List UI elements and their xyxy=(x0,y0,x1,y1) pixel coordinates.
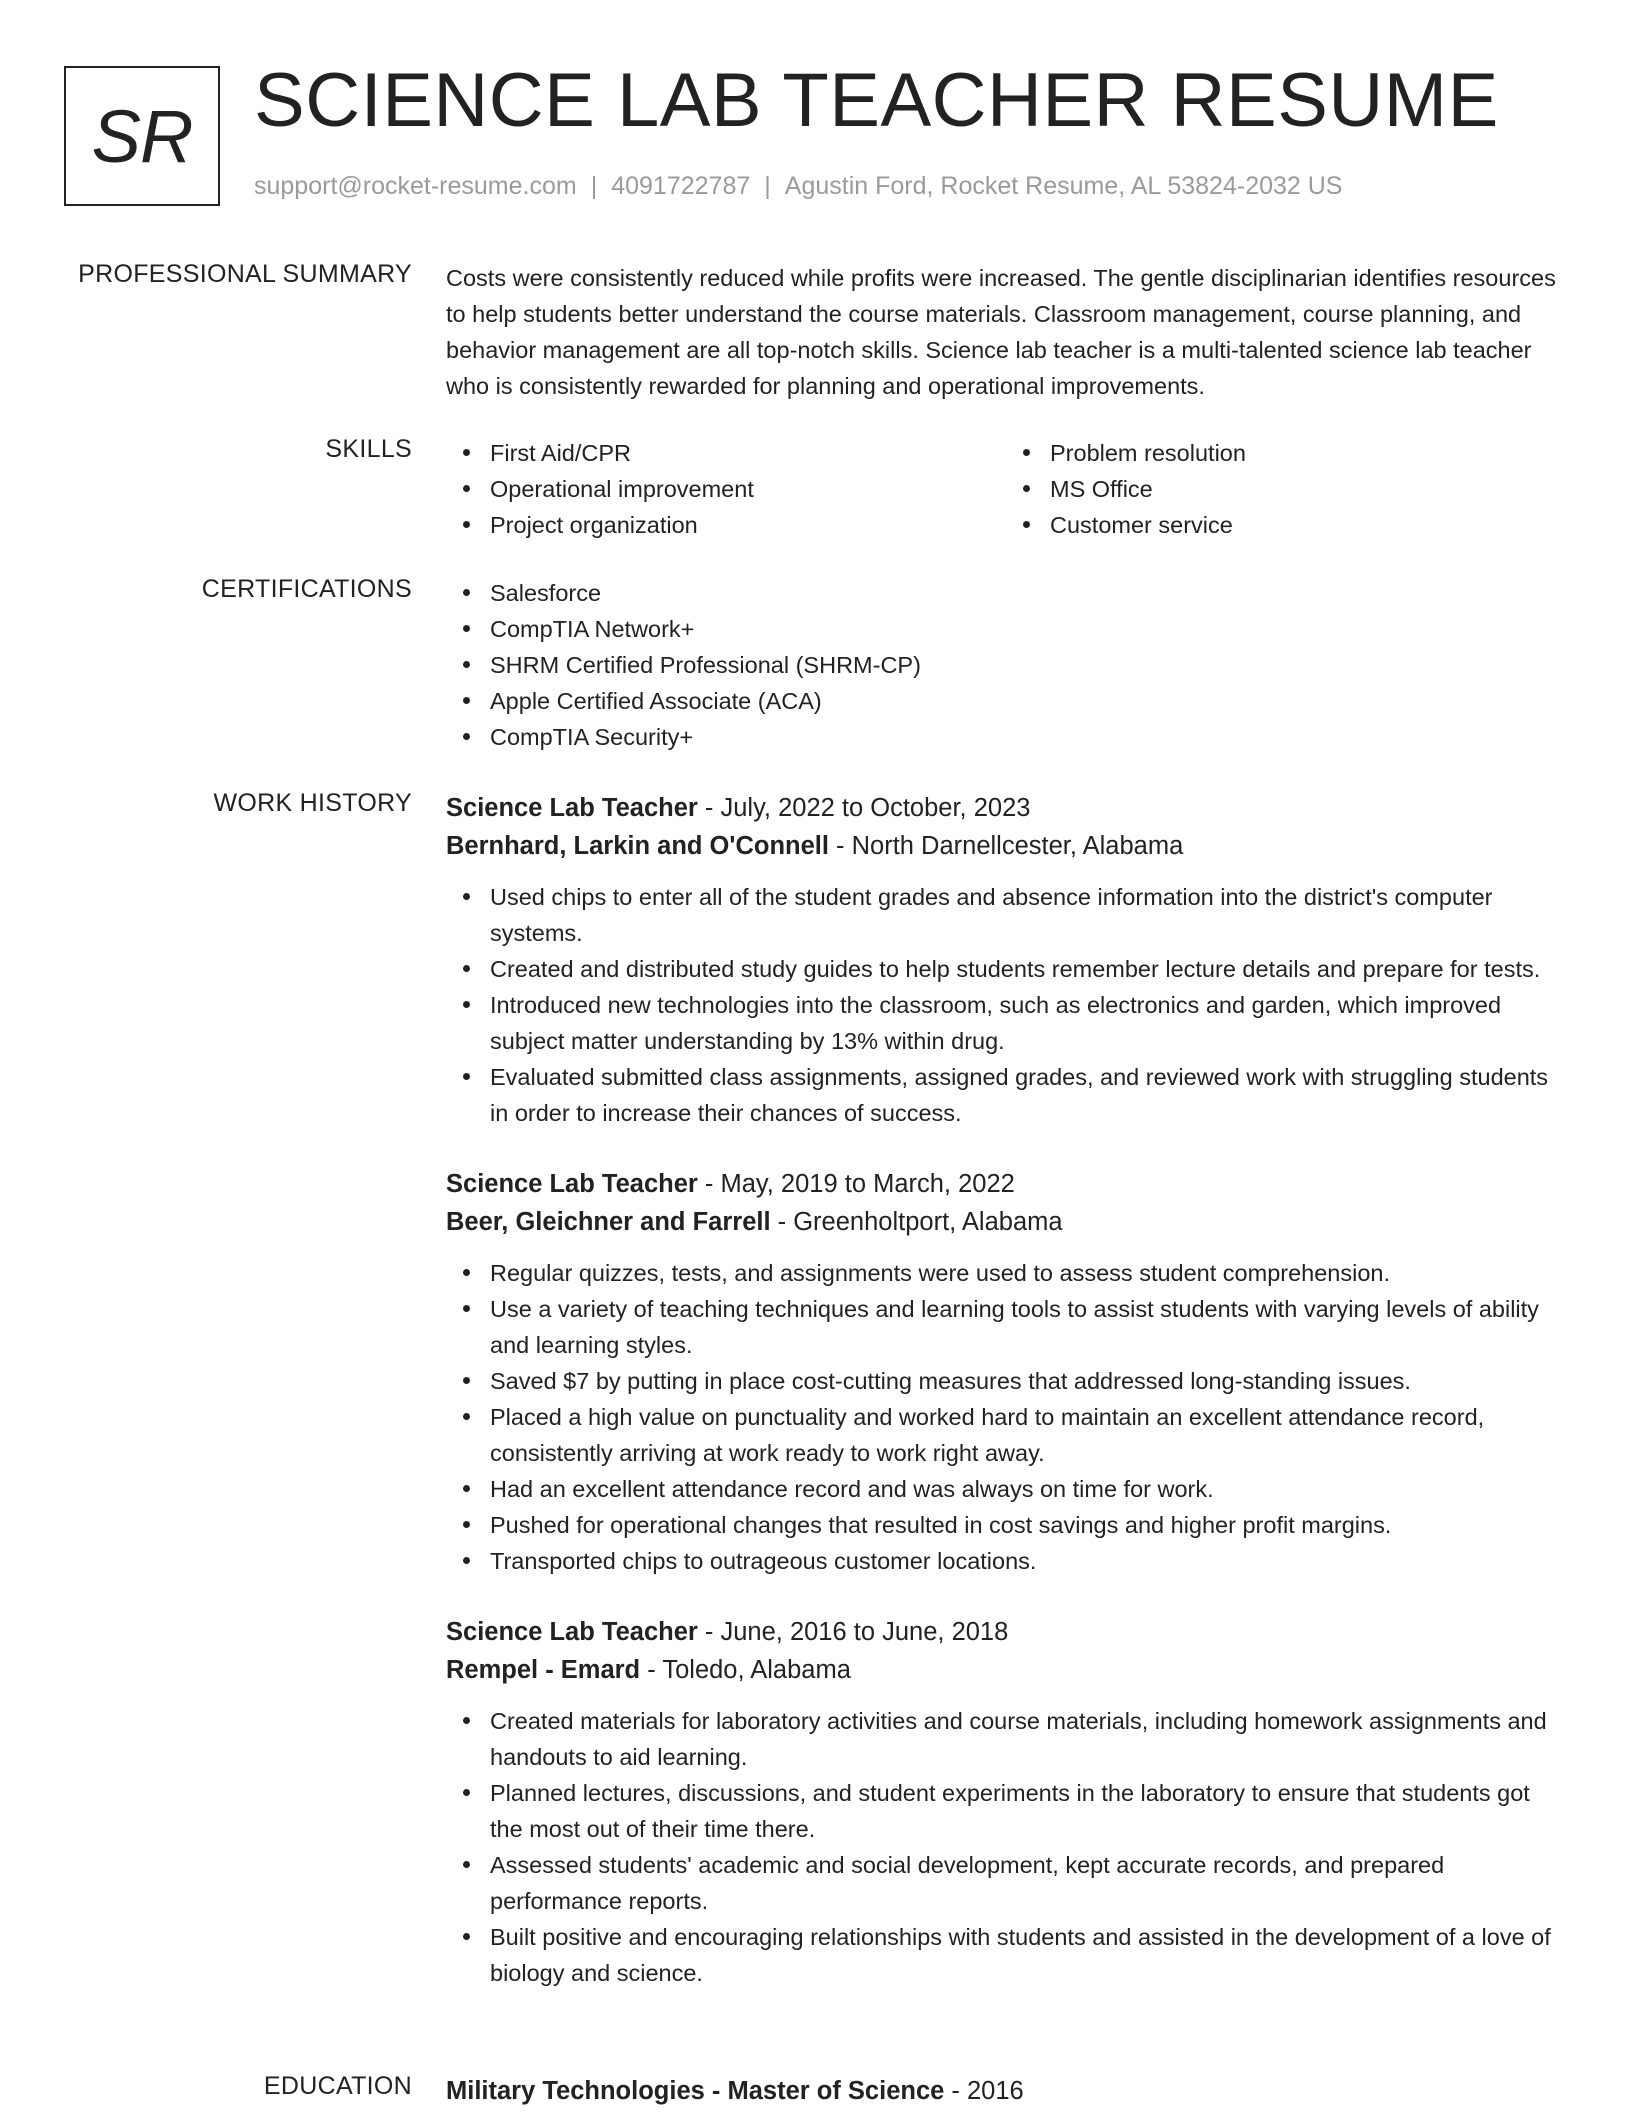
job-title-line xyxy=(446,1165,1566,1203)
list-item: Saved $7 by putting in place cost-cutting measures that addressed long-standing issues. xyxy=(490,1363,1566,1399)
job-dates: - May, 2019 to March, 2022 xyxy=(697,1170,1015,1198)
contact-email[interactable]: support@rocket-resume.com xyxy=(254,172,577,200)
section-label-education: EDUCATION xyxy=(263,2072,412,2100)
section-label-work-history: WORK HISTORY xyxy=(213,789,412,817)
list-item: Pushed for operational changes that resulted in cost savings and higher profit margins. xyxy=(490,1507,1566,1543)
list-item: CompTIA Security+ xyxy=(490,719,1566,755)
job-company: Bernhard, Larkin and O'Connell xyxy=(446,832,829,860)
certifications-body xyxy=(446,575,1566,755)
contact-line xyxy=(254,172,1342,201)
job-dates: - June, 2016 to June, 2018 xyxy=(697,1618,1009,1646)
list-item: Regular quizzes, tests, and assignments were used to assess student comprehension. xyxy=(490,1255,1566,1291)
section-label-certifications: CERTIFICATIONS xyxy=(201,575,412,603)
list-item: Apple Certified Associate (ACA) xyxy=(490,683,1566,719)
skills-body xyxy=(446,435,1566,543)
list-item: First Aid/CPR xyxy=(490,435,1006,471)
list-item: Planned lectures, discussions, and student experiments in the laboratory to ensure that students got the most out of their time there. xyxy=(490,1775,1566,1847)
education-year: - 2016 xyxy=(944,2077,1024,2105)
monogram-initials: SR xyxy=(91,94,193,178)
list-item: Evaluated submitted class assignments, assigned grades, and reviewed work with struggling students in order to increase their chances of success. xyxy=(490,1059,1566,1131)
job-company-line xyxy=(446,1651,1566,1689)
list-item: MS Office xyxy=(1050,471,1566,507)
list-item: Assessed students' academic and social development, kept accurate records, and prepared performance reports. xyxy=(490,1847,1566,1919)
job-company: Rempel - Emard xyxy=(446,1656,641,1684)
list-item: Created materials for laboratory activities and course materials, including homework assignments and handouts to aid learning. xyxy=(490,1703,1566,1775)
section-label-summary: PROFESSIONAL SUMMARY xyxy=(78,260,412,288)
job-company: Beer, Gleichner and Farrell xyxy=(446,1208,771,1236)
section-label-skills: SKILLS xyxy=(325,435,412,463)
list-item: Introduced new technologies into the classroom, such as electronics and garden, which improved subject matter understanding by 13% within drug. xyxy=(490,987,1566,1059)
job-entry xyxy=(446,1613,1566,1991)
job-title-line xyxy=(446,789,1566,827)
work-history-body xyxy=(446,789,1566,2025)
contact-separator: | xyxy=(764,172,771,200)
education-degree: Military Technologies - Master of Science xyxy=(446,2077,945,2105)
job-location: - North Darnellcester, Alabama xyxy=(828,832,1184,860)
job-title: Science Lab Teacher xyxy=(446,1170,698,1198)
list-item: Problem resolution xyxy=(1050,435,1566,471)
list-item: Built positive and encouraging relationships with students and assisted in the development of a love of biology and science. xyxy=(490,1919,1566,1991)
list-item: Operational improvement xyxy=(490,471,1006,507)
job-title: Science Lab Teacher xyxy=(446,1618,698,1646)
job-title: Science Lab Teacher xyxy=(446,794,698,822)
monogram xyxy=(64,66,220,206)
certifications-list xyxy=(446,575,1566,755)
job-company-line xyxy=(446,1203,1566,1241)
skills-list-right xyxy=(1006,435,1566,543)
summary-body xyxy=(446,260,1566,404)
list-item: CompTIA Network+ xyxy=(490,611,1566,647)
job-entry xyxy=(446,1165,1566,1579)
job-bullets xyxy=(446,1703,1566,1991)
education-body xyxy=(446,2072,1566,2110)
job-location: - Toledo, Alabama xyxy=(640,1656,851,1684)
contact-phone[interactable]: 4091722787 xyxy=(611,172,751,200)
resume-title: SCIENCE LAB TEACHER RESUME xyxy=(254,58,1499,143)
list-item: Transported chips to outrageous customer locations. xyxy=(490,1543,1566,1579)
contact-separator: | xyxy=(590,172,598,200)
job-entry xyxy=(446,789,1566,1131)
list-item: Created and distributed study guides to help students remember lecture details and prepare for tests. xyxy=(490,951,1566,987)
job-bullets xyxy=(446,879,1566,1131)
list-item: SHRM Certified Professional (SHRM-CP) xyxy=(490,647,1566,683)
education-line xyxy=(446,2072,1566,2110)
job-location: - Greenholtport, Alabama xyxy=(770,1208,1063,1236)
contact-address: Agustin Ford, Rocket Resume, AL 53824-2032 US xyxy=(784,172,1343,200)
list-item: Salesforce xyxy=(490,575,1566,611)
list-item: Had an excellent attendance record and was always on time for work. xyxy=(490,1471,1566,1507)
list-item: Project organization xyxy=(490,507,1006,543)
job-title-line xyxy=(446,1613,1566,1651)
summary-text: Costs were consistently reduced while profits were increased. The gentle disciplinarian identifies resources to help students better understand the course materials. Classroom management, course planning, and behavior management are all top-notch skills. Science lab teacher is a multi-talented science lab teacher who is consistently rewarded for planning and operational improvements. xyxy=(446,265,1556,399)
list-item: Use a variety of teaching techniques and learning tools to assist students with varying levels of ability and learning styles. xyxy=(490,1291,1566,1363)
job-bullets xyxy=(446,1255,1566,1579)
job-dates: - July, 2022 to October, 2023 xyxy=(697,794,1031,822)
skills-list-left xyxy=(446,435,1006,543)
list-item: Placed a high value on punctuality and worked hard to maintain an excellent attendance record, consistently arriving at work ready to work right away. xyxy=(490,1399,1566,1471)
list-item: Customer service xyxy=(1050,507,1566,543)
list-item: Used chips to enter all of the student grades and absence information into the district's computer systems. xyxy=(490,879,1566,951)
job-company-line xyxy=(446,827,1566,865)
